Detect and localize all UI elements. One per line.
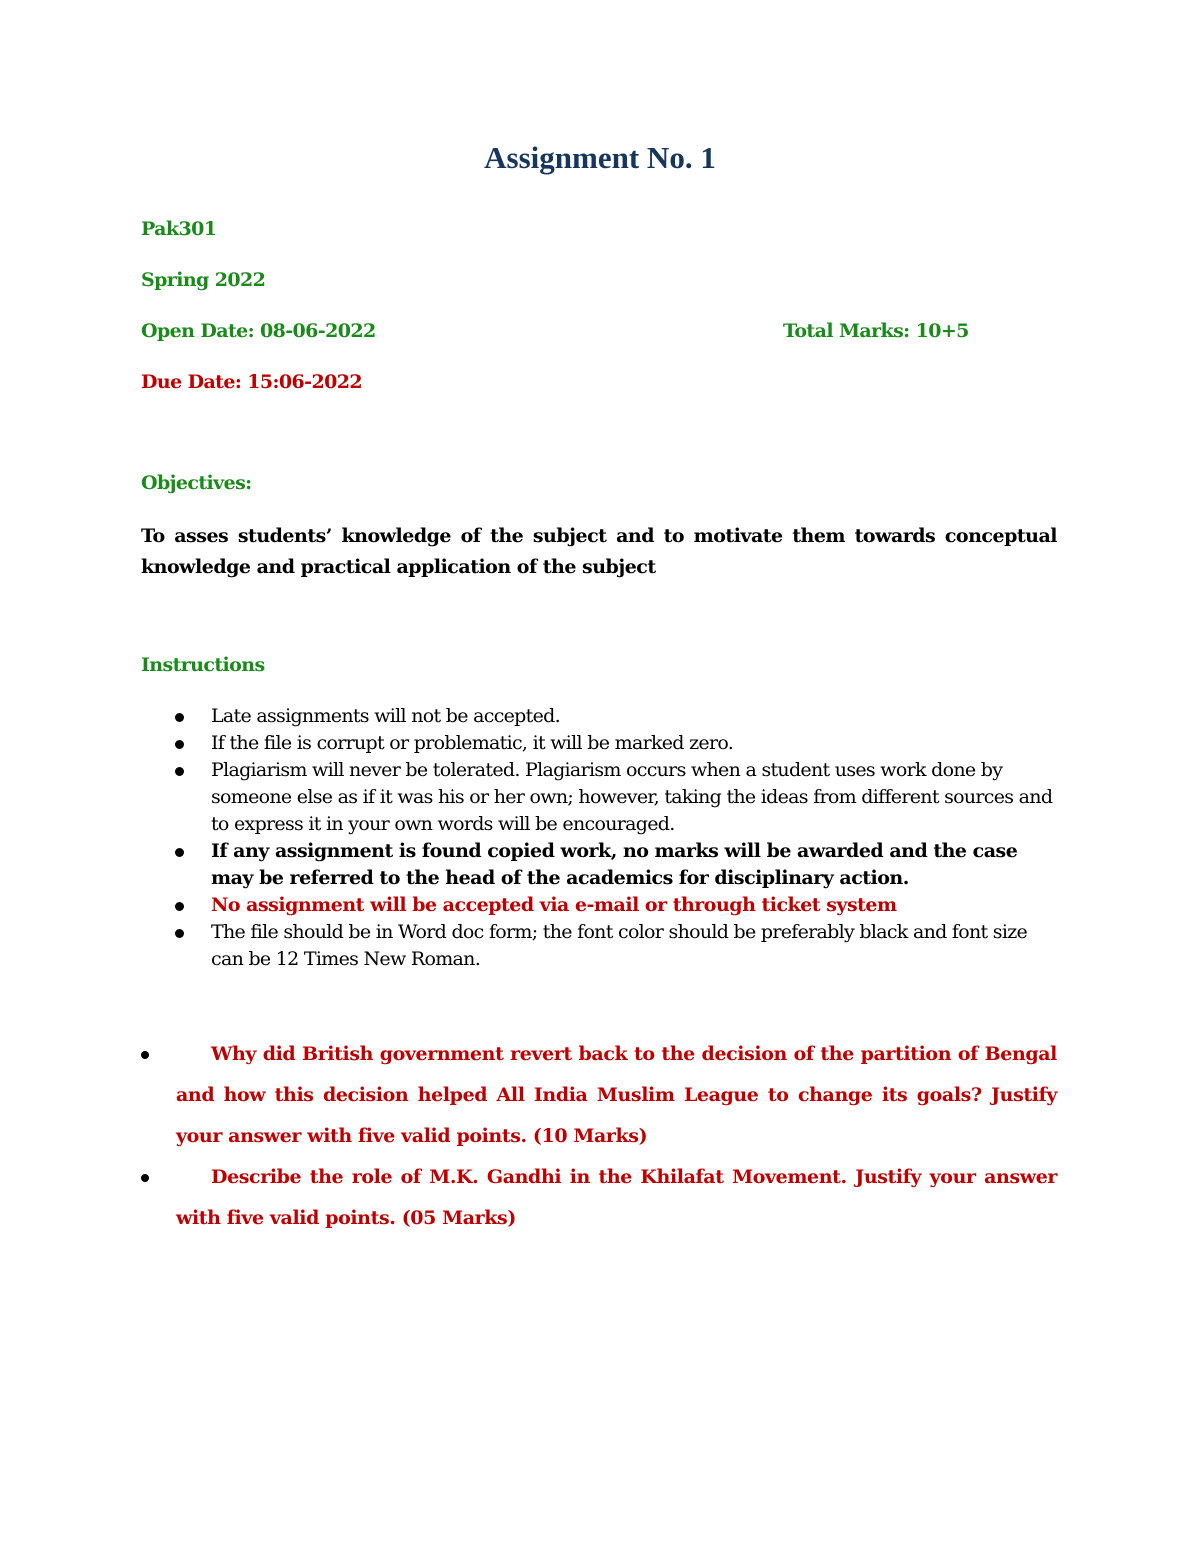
semester-label: Spring 2022	[141, 269, 266, 291]
list-item	[141, 703, 1061, 730]
bullet-icon	[175, 740, 184, 749]
instruction-text: Late assignments will not be accepted.	[211, 705, 560, 727]
list-item	[141, 838, 1061, 892]
open-date: Open Date: 08-06-2022	[141, 320, 376, 342]
instruction-text: If the file is corrupt or problematic, it will be marked zero.	[211, 732, 734, 754]
instruction-text: If any assignment is found copied work, no marks will be awarded and the case may be referred to the head of the academics for disciplinary action.	[211, 840, 1018, 889]
list-item	[141, 730, 1061, 757]
instruction-text: The file should be in Word doc form; the font color should be preferably black and font size can be 12 Times New Roman.	[211, 921, 1028, 970]
list-item	[141, 757, 1061, 838]
instruction-text: No assignment will be accepted via e-mail or through ticket system	[211, 894, 897, 916]
bullet-icon	[141, 1174, 149, 1182]
instructions-heading: Instructions	[141, 654, 265, 676]
bullet-icon	[175, 902, 184, 911]
bullet-icon	[175, 929, 184, 938]
question-item	[141, 1034, 1057, 1157]
list-item	[141, 919, 1061, 973]
assignment-title: Assignment No. 1	[484, 140, 716, 175]
bullet-icon	[175, 767, 184, 776]
question-text: Describe the role of M.K. Gandhi in the Khilafat Movement. Justify your answer with five valid points. (05 Marks)	[176, 1166, 1057, 1229]
course-code: Pak301	[141, 218, 217, 240]
question-item	[141, 1157, 1057, 1239]
instruction-text: Plagiarism will never be tolerated. Plagiarism occurs when a student uses work done by someone else as if it was his or her own; however, taking the ideas from different sources and to express it in your own words will be encouraged.	[211, 759, 1053, 835]
question-text: Why did British government revert back to the decision of the partition of Bengal and how this decision helped All India Muslim League to change its goals? Justify your answer with five valid points. (10 Marks)	[176, 1043, 1057, 1147]
due-date: Due Date: 15:06-2022	[141, 371, 362, 393]
bullet-icon	[141, 1051, 149, 1059]
list-item	[141, 892, 1061, 919]
questions-list	[141, 1034, 1057, 1239]
objectives-heading: Objectives:	[141, 472, 252, 494]
bullet-icon	[175, 848, 184, 857]
instructions-list	[141, 703, 1061, 973]
objectives-text: To asses students’ knowledge of the subject and to motivate them towards conceptual knowledge and practical application of the subject	[141, 525, 1057, 578]
bullet-icon	[175, 713, 184, 722]
total-marks: Total Marks: 10+5	[783, 320, 969, 342]
